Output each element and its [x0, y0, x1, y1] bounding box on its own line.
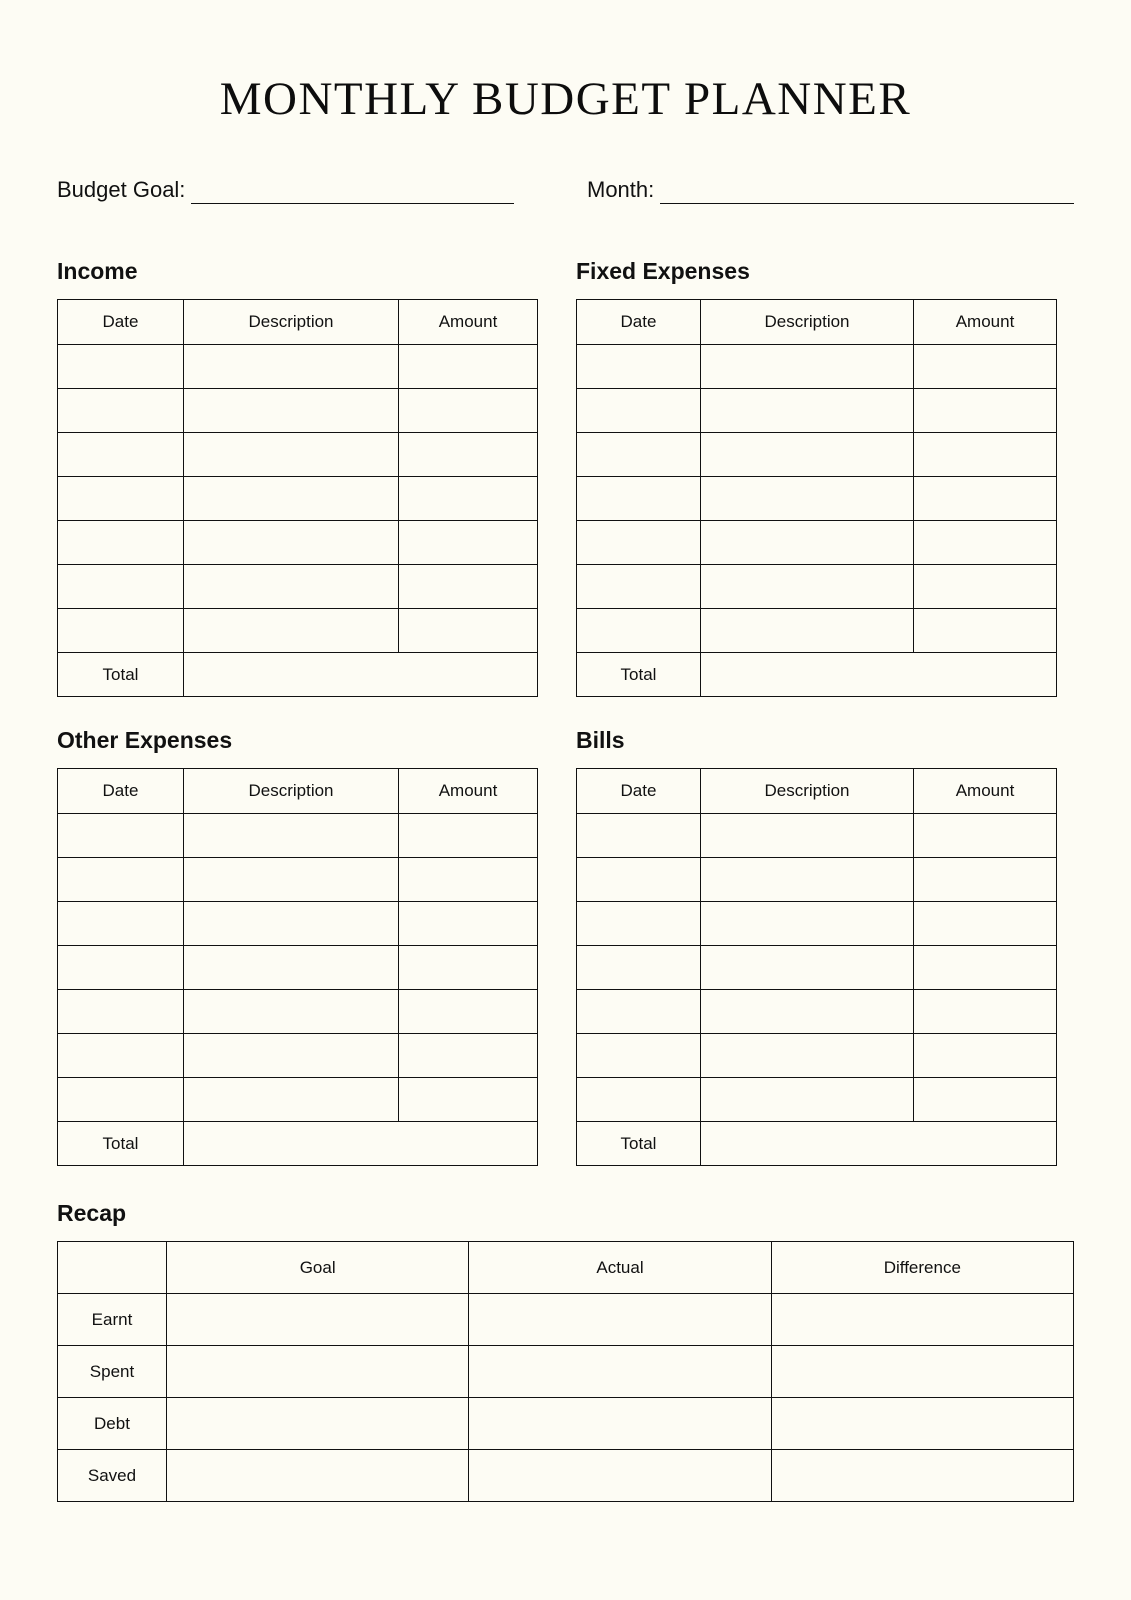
cell-amount[interactable]	[399, 477, 538, 521]
cell-description[interactable]	[184, 389, 399, 433]
cell-difference[interactable]	[771, 1346, 1073, 1398]
cell-date[interactable]	[577, 990, 701, 1034]
table-row	[577, 902, 1057, 946]
cell-date[interactable]	[58, 1034, 184, 1078]
section-title-other-expenses: Other Expenses	[57, 727, 233, 753]
total-value[interactable]	[701, 1122, 1057, 1166]
cell-date[interactable]	[577, 433, 701, 477]
cell-actual[interactable]	[469, 1450, 771, 1502]
table-row	[577, 477, 1057, 521]
column-header-goal: Goal	[167, 1242, 469, 1294]
cell-description[interactable]	[184, 1078, 399, 1122]
cell-description[interactable]	[701, 990, 914, 1034]
cell-date[interactable]	[577, 521, 701, 565]
table-row	[577, 433, 1057, 477]
cell-actual[interactable]	[469, 1346, 771, 1398]
table-header-row	[577, 300, 1057, 345]
cell-description[interactable]	[701, 946, 914, 990]
left-column	[57, 258, 534, 1166]
table-row	[577, 814, 1057, 858]
total-label: Total	[58, 653, 184, 697]
cell-description[interactable]	[184, 946, 399, 990]
cell-description[interactable]	[701, 521, 914, 565]
cell-date[interactable]	[577, 946, 701, 990]
table-row	[58, 990, 538, 1034]
cell-amount[interactable]	[914, 858, 1057, 902]
recap-section	[57, 1200, 1074, 1502]
cell-description[interactable]	[184, 433, 399, 477]
column-header-amount: Amount	[399, 300, 538, 345]
table-total-row	[58, 653, 538, 697]
cell-description[interactable]	[701, 902, 914, 946]
bills-table	[576, 768, 1057, 1166]
table-row	[58, 389, 538, 433]
cell-amount[interactable]	[399, 345, 538, 389]
month-field	[587, 179, 1074, 204]
total-label: Total	[577, 653, 701, 697]
cell-amount[interactable]	[914, 565, 1057, 609]
month-input[interactable]	[660, 181, 1074, 204]
column-header-amount: Amount	[399, 769, 538, 814]
table-row	[58, 477, 538, 521]
cell-difference[interactable]	[771, 1398, 1073, 1450]
table-row	[577, 345, 1057, 389]
table-header-row	[58, 769, 538, 814]
budget-goal-field	[57, 179, 587, 204]
table-row	[58, 814, 538, 858]
cell-description[interactable]	[701, 609, 914, 653]
cell-description[interactable]	[701, 477, 914, 521]
cell-date[interactable]	[577, 1034, 701, 1078]
cell-date[interactable]	[58, 609, 184, 653]
cell-description[interactable]	[184, 814, 399, 858]
cell-description[interactable]	[701, 814, 914, 858]
table-row	[58, 433, 538, 477]
table-row	[58, 858, 538, 902]
cell-date[interactable]	[58, 814, 184, 858]
cell-amount[interactable]	[399, 565, 538, 609]
table-row	[577, 858, 1057, 902]
cell-amount[interactable]	[914, 990, 1057, 1034]
cell-description[interactable]	[184, 565, 399, 609]
cell-difference[interactable]	[771, 1294, 1073, 1346]
cell-description[interactable]	[701, 1034, 914, 1078]
cell-date[interactable]	[58, 990, 184, 1034]
cell-difference[interactable]	[771, 1450, 1073, 1502]
total-label: Total	[577, 1122, 701, 1166]
cell-description[interactable]	[184, 858, 399, 902]
recap-row-label: Saved	[58, 1450, 167, 1502]
budget-goal-input[interactable]	[191, 181, 514, 204]
cell-date[interactable]	[577, 565, 701, 609]
table-total-row	[577, 653, 1057, 697]
table-row	[58, 345, 538, 389]
cell-description[interactable]	[184, 477, 399, 521]
table-total-row	[577, 1122, 1057, 1166]
section-title-fixed-expenses: Fixed Expenses	[576, 258, 750, 284]
table-row	[58, 521, 538, 565]
cell-description[interactable]	[701, 1078, 914, 1122]
cell-goal[interactable]	[167, 1346, 469, 1398]
cell-amount[interactable]	[914, 902, 1057, 946]
cell-date[interactable]	[58, 858, 184, 902]
income-table	[57, 299, 538, 697]
column-header-amount: Amount	[914, 769, 1057, 814]
cell-amount[interactable]	[914, 609, 1057, 653]
cell-amount[interactable]	[914, 521, 1057, 565]
table-row	[577, 389, 1057, 433]
table-row	[577, 1034, 1057, 1078]
cell-description[interactable]	[701, 389, 914, 433]
total-label: Total	[58, 1122, 184, 1166]
column-header-description: Description	[701, 300, 914, 345]
other-expenses-table	[57, 768, 538, 1166]
cell-goal[interactable]	[167, 1398, 469, 1450]
column-header-date: Date	[577, 769, 701, 814]
cell-amount[interactable]	[399, 1078, 538, 1122]
cell-description[interactable]	[184, 345, 399, 389]
cell-description[interactable]	[701, 858, 914, 902]
table-row	[58, 565, 538, 609]
budget-goal-label: Budget Goal:	[57, 177, 186, 202]
recap-row-label: Debt	[58, 1398, 167, 1450]
table-header-row	[58, 1242, 1074, 1294]
cell-description[interactable]	[701, 565, 914, 609]
column-header-date: Date	[577, 300, 701, 345]
cell-amount[interactable]	[399, 521, 538, 565]
cell-amount[interactable]	[914, 345, 1057, 389]
cell-amount[interactable]	[399, 902, 538, 946]
column-header-difference: Difference	[771, 1242, 1073, 1294]
cell-date[interactable]	[58, 389, 184, 433]
cell-description[interactable]	[184, 990, 399, 1034]
cell-amount[interactable]	[914, 814, 1057, 858]
table-row	[577, 521, 1057, 565]
column-header-blank	[58, 1242, 167, 1294]
table-row	[58, 1398, 1074, 1450]
page-title: MONTHLY BUDGET PLANNER	[219, 73, 912, 125]
column-header-date: Date	[58, 769, 184, 814]
cell-date[interactable]	[577, 477, 701, 521]
column-header-description: Description	[701, 769, 914, 814]
total-value[interactable]	[701, 653, 1057, 697]
table-total-row	[58, 1122, 538, 1166]
table-row	[577, 609, 1057, 653]
recap-table	[57, 1241, 1074, 1502]
cell-amount[interactable]	[914, 433, 1057, 477]
meta-row	[57, 179, 1074, 204]
cell-goal[interactable]	[167, 1450, 469, 1502]
table-row	[58, 1034, 538, 1078]
cell-amount[interactable]	[399, 814, 538, 858]
section-title-bills: Bills	[576, 727, 625, 753]
cell-date[interactable]	[577, 345, 701, 389]
cell-amount[interactable]	[914, 477, 1057, 521]
cell-amount[interactable]	[399, 609, 538, 653]
column-header-actual: Actual	[469, 1242, 771, 1294]
cell-actual[interactable]	[469, 1294, 771, 1346]
table-row	[58, 946, 538, 990]
cell-date[interactable]	[58, 345, 184, 389]
cell-date[interactable]	[58, 521, 184, 565]
table-header-row	[58, 300, 538, 345]
cell-amount[interactable]	[399, 946, 538, 990]
table-row	[577, 1078, 1057, 1122]
column-header-description: Description	[184, 300, 399, 345]
cell-actual[interactable]	[469, 1398, 771, 1450]
table-row	[577, 946, 1057, 990]
table-row	[577, 565, 1057, 609]
cell-date[interactable]	[58, 477, 184, 521]
cell-date[interactable]	[577, 609, 701, 653]
table-row	[577, 990, 1057, 1034]
cell-date[interactable]	[577, 902, 701, 946]
cell-date[interactable]	[58, 565, 184, 609]
cell-description[interactable]	[701, 345, 914, 389]
cell-goal[interactable]	[167, 1294, 469, 1346]
cell-description[interactable]	[701, 433, 914, 477]
total-value[interactable]	[184, 1122, 538, 1166]
cell-amount[interactable]	[399, 389, 538, 433]
total-value[interactable]	[184, 653, 538, 697]
cell-amount[interactable]	[914, 389, 1057, 433]
month-label: Month:	[587, 177, 655, 202]
cell-amount[interactable]	[399, 433, 538, 477]
cell-description[interactable]	[184, 521, 399, 565]
table-row	[58, 1450, 1074, 1502]
column-header-amount: Amount	[914, 300, 1057, 345]
recap-row-label: Spent	[58, 1346, 167, 1398]
cell-amount[interactable]	[399, 858, 538, 902]
cell-date[interactable]	[577, 389, 701, 433]
cell-amount[interactable]	[399, 1034, 538, 1078]
table-row	[58, 1294, 1074, 1346]
cell-date[interactable]	[577, 814, 701, 858]
column-header-date: Date	[58, 300, 184, 345]
fixed-expenses-table	[576, 299, 1057, 697]
cell-description[interactable]	[184, 609, 399, 653]
cell-amount[interactable]	[914, 1034, 1057, 1078]
cell-amount[interactable]	[399, 990, 538, 1034]
right-column	[576, 258, 1053, 1166]
column-header-description: Description	[184, 769, 399, 814]
tables-grid	[57, 258, 1074, 1166]
table-row	[58, 902, 538, 946]
table-row	[58, 1078, 538, 1122]
cell-description[interactable]	[184, 902, 399, 946]
recap-row-label: Earnt	[58, 1294, 167, 1346]
section-title-recap: Recap	[57, 1200, 127, 1226]
cell-date[interactable]	[577, 1078, 701, 1122]
cell-date[interactable]	[58, 1078, 184, 1122]
table-row	[58, 609, 538, 653]
cell-amount[interactable]	[914, 1078, 1057, 1122]
cell-date[interactable]	[58, 946, 184, 990]
table-row	[58, 1346, 1074, 1398]
cell-date[interactable]	[58, 433, 184, 477]
cell-description[interactable]	[184, 1034, 399, 1078]
cell-amount[interactable]	[914, 946, 1057, 990]
cell-date[interactable]	[577, 858, 701, 902]
section-title-income: Income	[57, 258, 138, 284]
cell-date[interactable]	[58, 902, 184, 946]
table-header-row	[577, 769, 1057, 814]
